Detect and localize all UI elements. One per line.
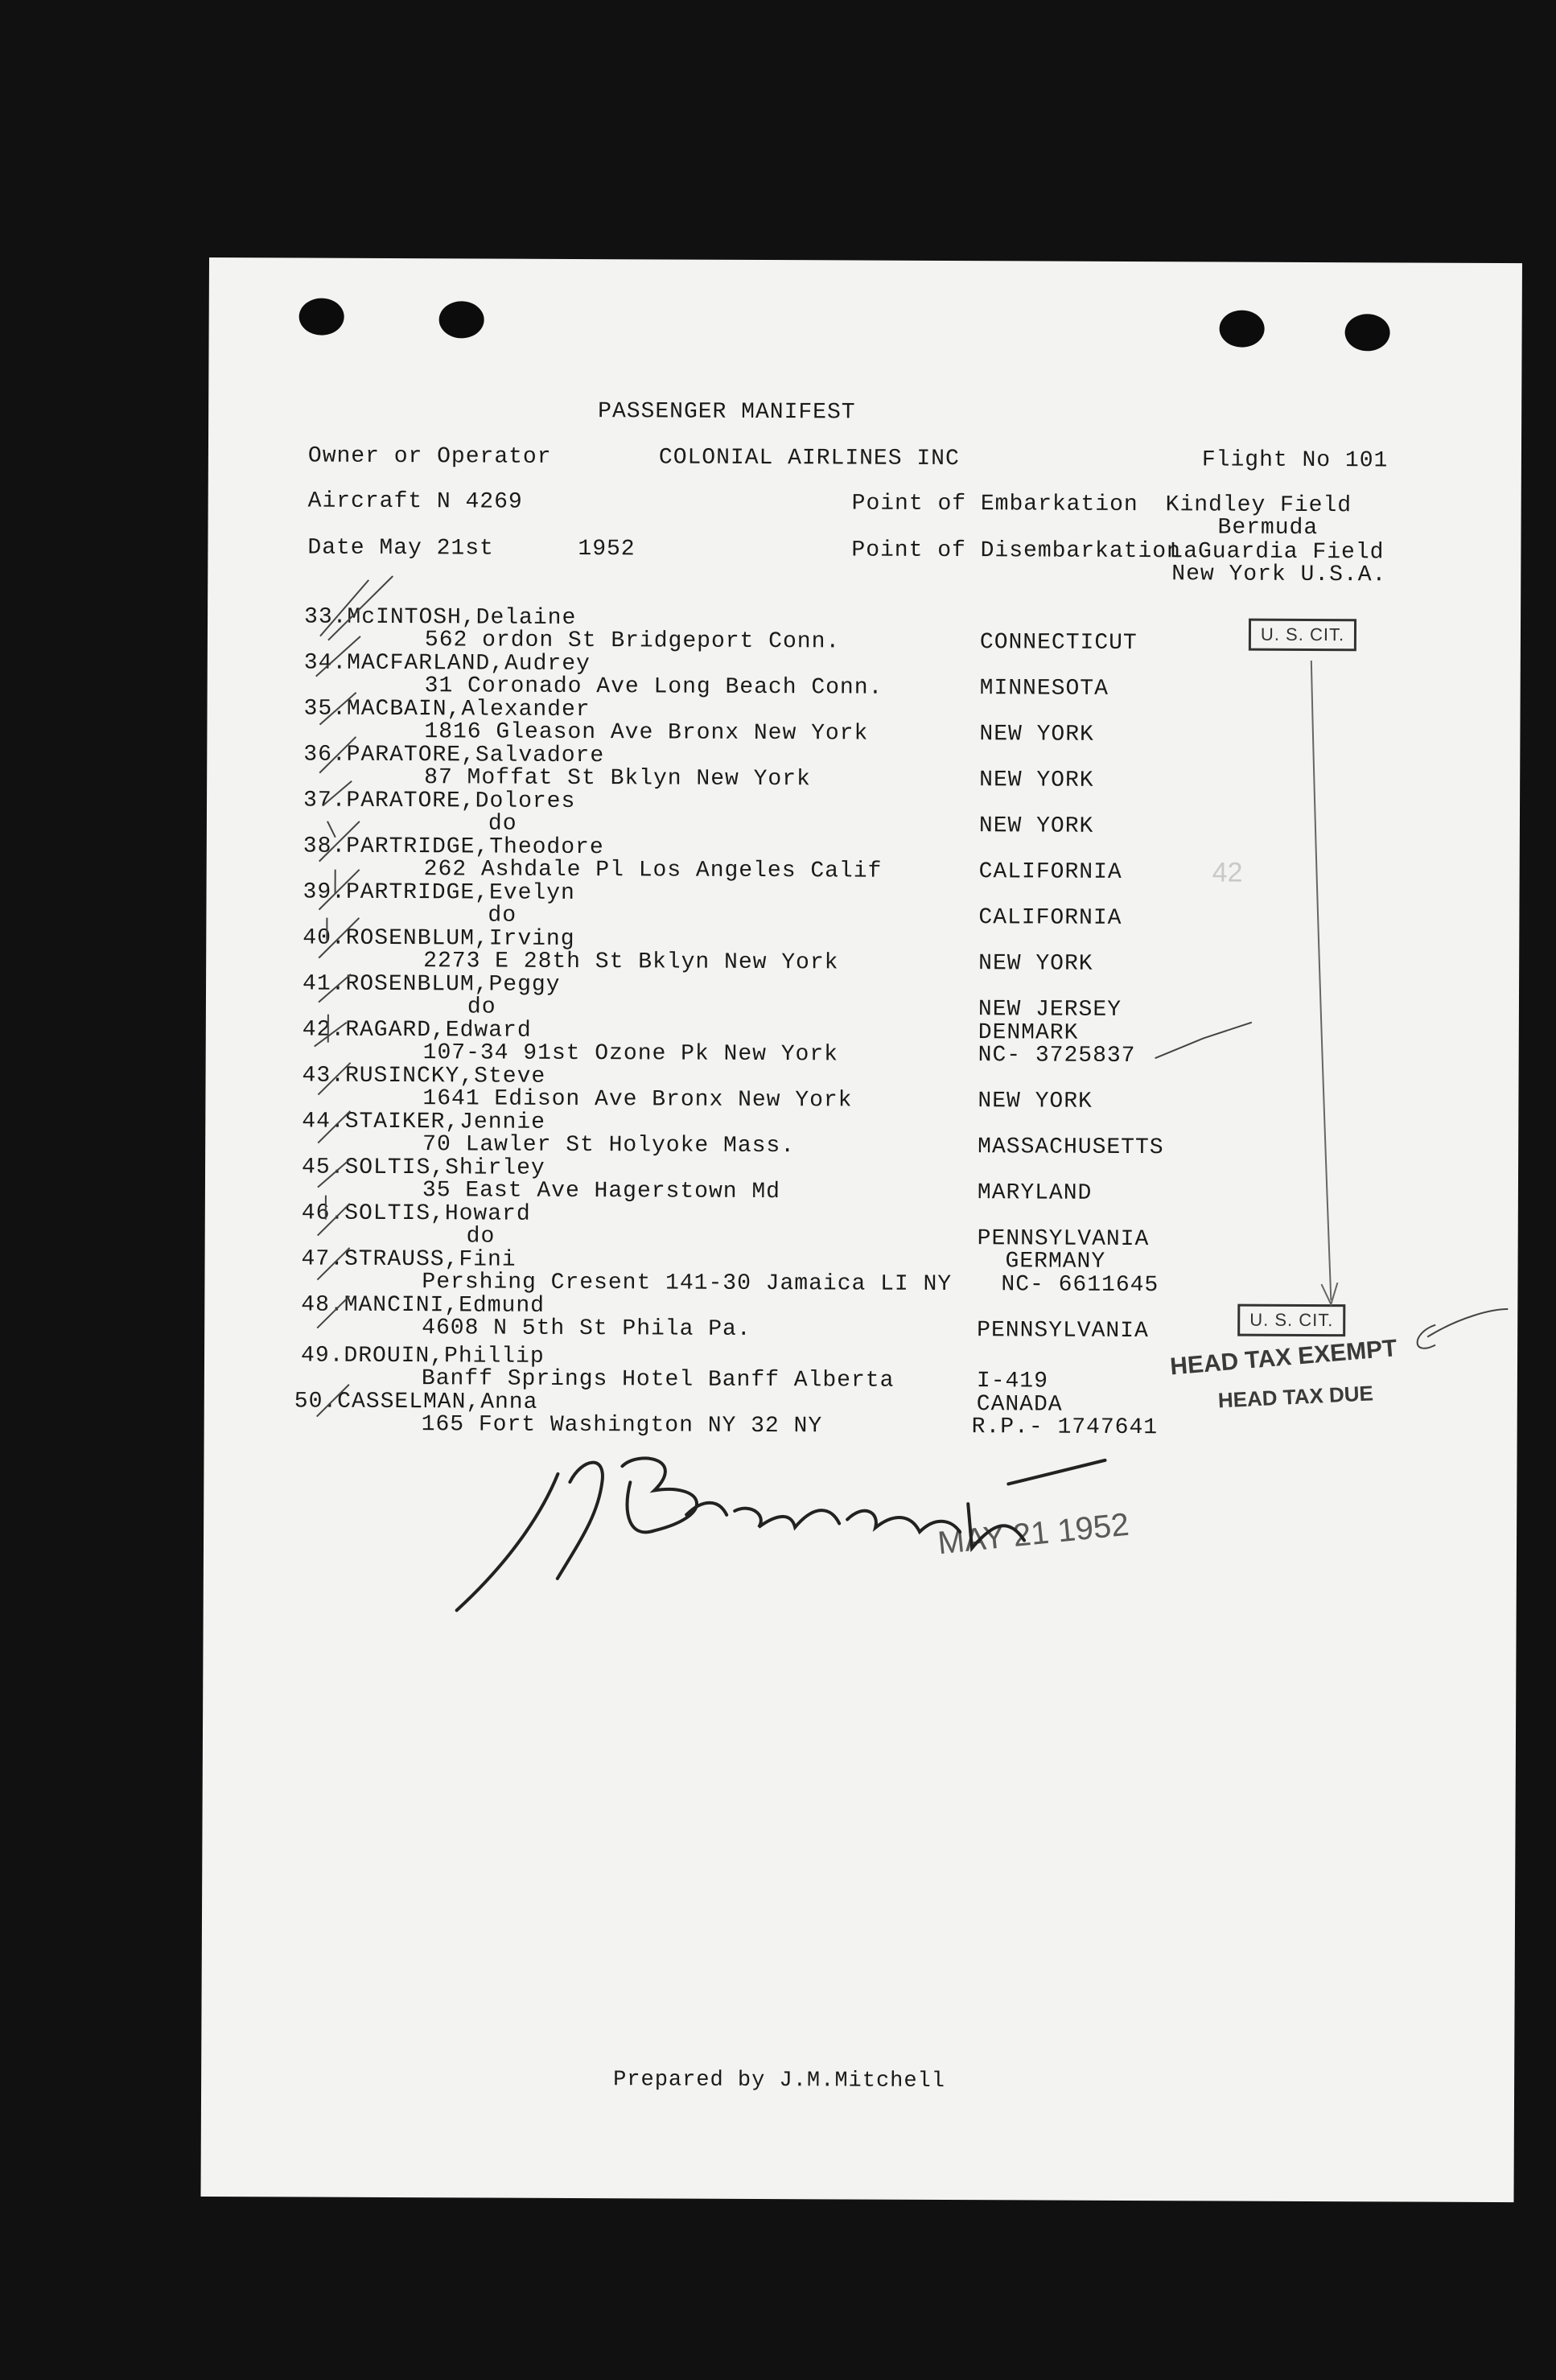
passenger-address: do — [466, 1224, 496, 1250]
embarkation-value-2: Bermuda — [1217, 515, 1319, 541]
passenger-origin-extra: GERMANY — [1005, 1249, 1106, 1274]
count-stamp: 42 — [1212, 857, 1243, 888]
passenger-name: 43.RUSINCKY,Steve — [302, 1063, 546, 1089]
passenger-origin: MASSACHUSETTS — [978, 1134, 1164, 1161]
ink-flourish — [1418, 1309, 1509, 1349]
tick-mark — [315, 1023, 347, 1047]
tick-mark — [318, 1063, 350, 1095]
passenger-origin: I-419 — [976, 1369, 1048, 1394]
passenger-address: 562 ordon St Bridgeport Conn. — [424, 628, 841, 655]
aircraft: Aircraft N 4269 — [307, 488, 523, 515]
check-line — [1155, 1022, 1252, 1059]
date: Date May 21st — [307, 535, 494, 562]
us-citizen-stamp: U. S. CIT. — [1237, 1304, 1345, 1337]
passenger-address: do — [488, 903, 517, 929]
disembarkation-value: LaGuardia Field — [1169, 539, 1385, 566]
date-received-stamp: MAY 21 1952 — [936, 1506, 1131, 1562]
passenger-address: 262 Ashdale Pl Los Angeles Calif — [423, 857, 883, 884]
passenger-origin: NEW YORK — [979, 768, 1094, 793]
passenger-origin-extra: CANADA — [976, 1392, 1063, 1418]
passenger-origin: NC- 3725837 — [978, 1043, 1136, 1069]
tick-mark — [323, 781, 352, 838]
tick-mark — [319, 821, 360, 894]
passenger-address: 165 Fort Washington NY 32 NY — [421, 1412, 823, 1439]
passenger-origin: CALIFORNIA — [978, 859, 1122, 885]
handwritten-marks — [200, 257, 1522, 2202]
passenger-name: 38.PARTRIDGE,Theodore — [303, 834, 604, 861]
passenger-name: 46.SOLTIS,Howard — [301, 1200, 531, 1227]
passenger-address: 2273 E 28th St Bklyn New York — [423, 949, 839, 976]
passenger-name: 45.SOLTIS,Shirley — [301, 1155, 545, 1181]
passenger-address: 107-34 91st Ozone Pk New York — [422, 1040, 839, 1068]
tick-mark — [318, 1159, 350, 1220]
passenger-address: 31 Coronado Ave Long Beach Conn. — [424, 673, 883, 701]
signature — [457, 1457, 1105, 1613]
passenger-name: 41.ROSENBLUM,Peggy — [302, 971, 561, 998]
passenger-address: 70 Lawler St Holyoke Mass. — [422, 1132, 796, 1159]
passenger-address: do — [467, 994, 496, 1020]
passenger-origin: NC- 6611645 — [1001, 1272, 1159, 1299]
passenger-name: 39.PARTRIDGE,Evelyn — [303, 879, 575, 906]
passenger-origin: CONNECTICUT — [979, 630, 1138, 657]
flight-number: Flight No 101 — [1201, 447, 1389, 474]
prepared-by: Prepared by J.M.Mitchell — [613, 2068, 946, 2094]
passenger-address: 4608 N 5th St Phila Pa. — [422, 1316, 751, 1342]
tick-mark — [317, 1296, 349, 1328]
tick-mark — [317, 1385, 349, 1417]
passenger-origin: NEW JERSEY — [978, 997, 1122, 1023]
passenger-address: Pershing Cresent 141-30 Jamaica LI NY — [422, 1270, 953, 1298]
tick-mark — [316, 636, 360, 677]
passenger-address: 35 East Ave Hagerstown Md — [422, 1178, 781, 1205]
tick-mark — [320, 576, 393, 640]
passenger-origin: MINNESOTA — [979, 676, 1109, 702]
tick-mark — [319, 918, 359, 958]
embarkation-value: Kindley Field — [1165, 492, 1352, 519]
passenger-name: 48.MANCINI,Edmund — [301, 1292, 545, 1319]
owner-label: Owner or Operator — [307, 443, 552, 470]
document-title: PASSENGER MANIFEST — [598, 399, 856, 426]
passenger-origin: NEW YORK — [979, 722, 1094, 747]
year: 1952 — [578, 537, 636, 562]
head-tax-exempt-stamp: HEAD TAX EXEMPT — [1169, 1335, 1398, 1381]
passenger-origin: MARYLAND — [977, 1180, 1093, 1206]
passenger-name: 34.MACFARLAND,Audrey — [303, 650, 591, 677]
passenger-origin: NEW YORK — [978, 1089, 1093, 1114]
tick-mark — [319, 693, 356, 725]
disembarkation-label: Point of Disembarkation — [851, 537, 1181, 565]
passenger-address: do — [488, 811, 517, 837]
passenger-origin: PENNSYLVANIA — [977, 1226, 1150, 1253]
passenger-address: 1816 Gleason Ave Bronx New York — [424, 719, 869, 747]
passenger-origin-extra: DENMARK — [978, 1020, 1079, 1046]
tick-mark — [319, 737, 356, 773]
passenger-address: Banff Springs Hotel Banff Alberta — [421, 1366, 895, 1394]
passenger-name: 36.PARATORE,Salvadore — [303, 742, 605, 769]
passenger-name: 35.MACBAIN,Alexander — [303, 696, 591, 723]
passenger-address: 87 Moffat St Bklyn New York — [424, 765, 811, 793]
passenger-name: 50.CASSELMAN,Anna — [294, 1389, 538, 1415]
manifest-page — [200, 257, 1522, 2202]
passenger-name: 37.PARATORE,Dolores — [303, 788, 576, 814]
passenger-name: 40.ROSENBLUM,Irving — [303, 925, 575, 952]
disembarkation-value-2: New York U.S.A. — [1171, 562, 1387, 588]
passenger-name: 49.DROUIN,Phillip — [300, 1343, 545, 1369]
embarkation-label: Point of Embarkation — [851, 491, 1138, 518]
arrow-head — [1321, 1283, 1337, 1304]
passenger-name: 33.McINTOSH,Delaine — [303, 604, 577, 631]
passenger-name: 42.RAGARD,Edward — [302, 1017, 532, 1044]
passenger-origin: R.P.- 1747641 — [971, 1414, 1159, 1441]
passenger-address: 1641 Edison Ave Bronx New York — [422, 1086, 853, 1114]
passenger-name: 47.STRAUSS,Fini — [301, 1246, 517, 1273]
passenger-origin: CALIFORNIA — [978, 905, 1122, 931]
passenger-origin: PENNSYLVANIA — [977, 1318, 1149, 1344]
tick-mark — [319, 870, 359, 942]
us-citizen-stamp: U. S. CIT. — [1249, 619, 1356, 652]
owner-value: COLONIAL AIRLINES INC — [658, 445, 960, 472]
head-tax-due-stamp: HEAD TAX DUE — [1217, 1381, 1374, 1413]
passenger-origin: NEW YORK — [978, 813, 1094, 839]
passenger-name: 44.STAIKER,Jennie — [302, 1109, 546, 1135]
bracket-line — [1308, 661, 1333, 1300]
tick-mark — [318, 1204, 350, 1236]
tick-mark — [318, 1111, 350, 1143]
tick-mark — [317, 1248, 349, 1280]
passenger-origin: NEW YORK — [978, 951, 1093, 977]
